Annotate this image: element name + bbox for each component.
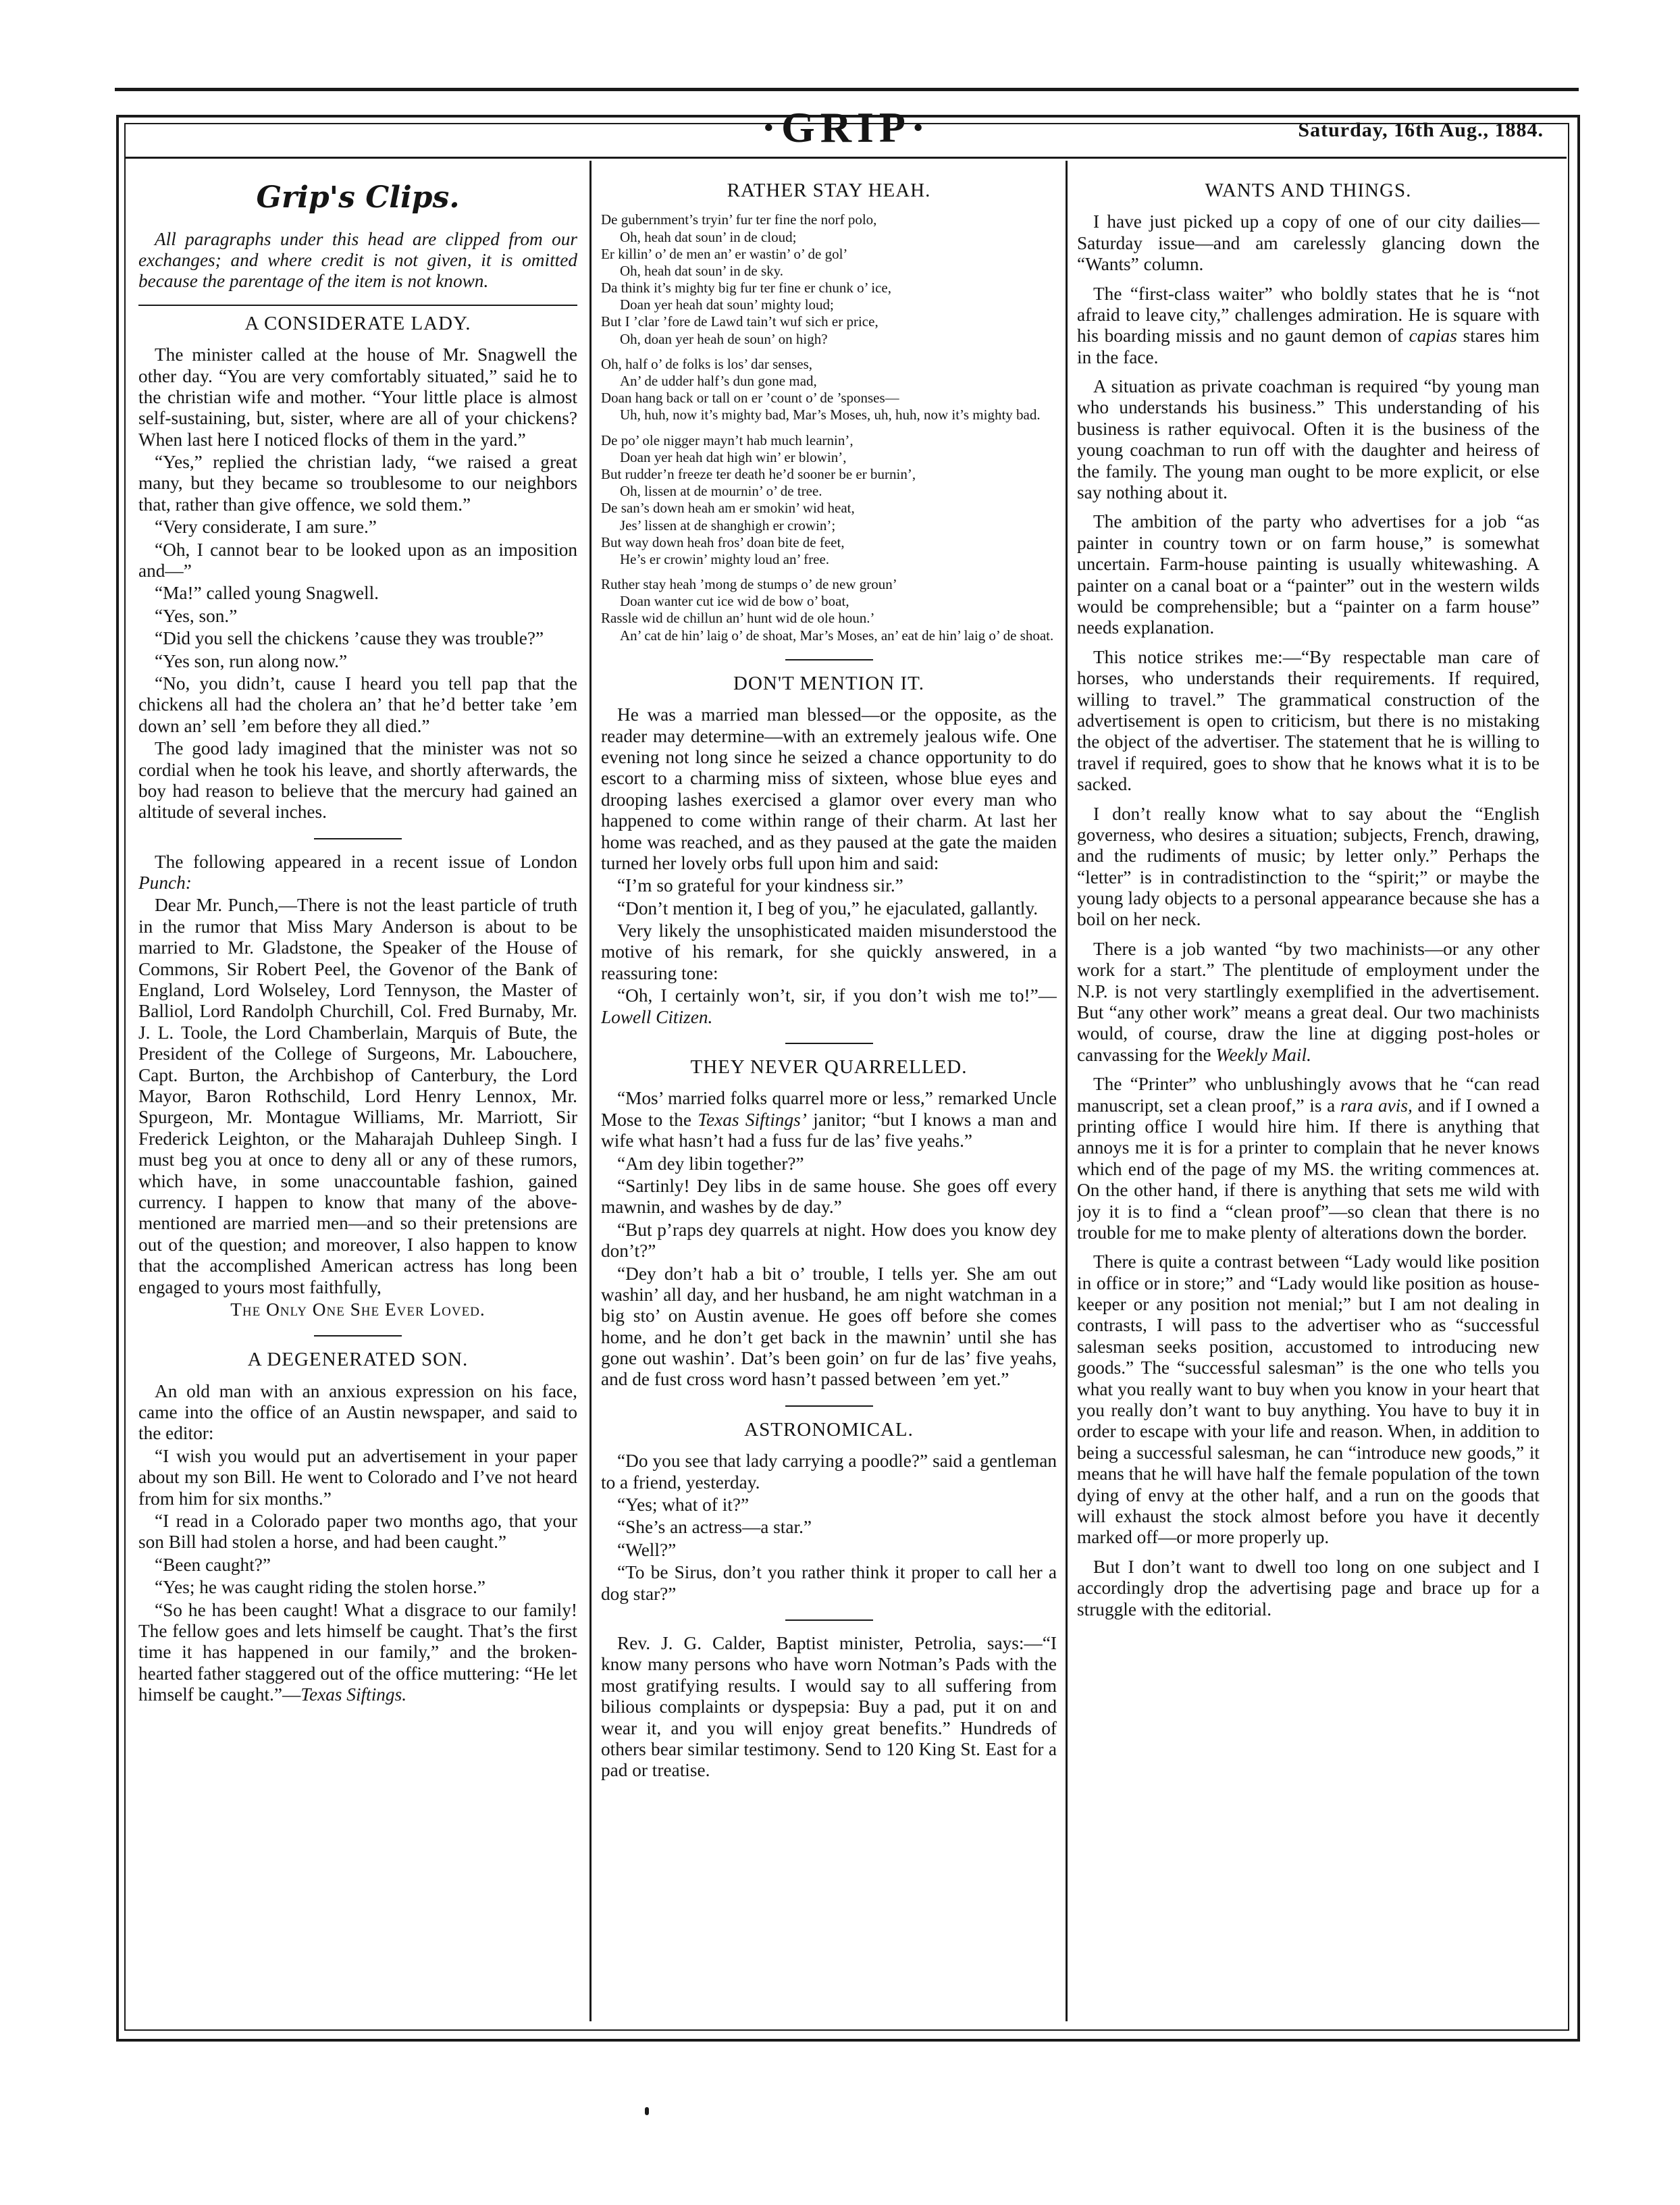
paragraph-text: stares him in the face. <box>1077 326 1540 367</box>
intro-text: The following appeared in a recent issue of London <box>155 851 577 872</box>
paragraph-text: and if I owned a printing office I would hire him. If there is anything that annoys me it is for a printer to complain that he never knows which end of the page of my MS. the writing commences at. On the other hand, if there is anything that sets me wild with joy it is to find a “clean proof”—so clean that there is no trouble for me to make plenty of alterations down the border. <box>1077 1095 1540 1243</box>
signature: The Only One She Ever Loved. <box>230 1299 485 1320</box>
poem-line: Jes’ lissen at de shanghigh er crowin’; <box>620 517 836 534</box>
article-title-wants-and-things: WANTS AND THINGS. <box>1205 180 1412 201</box>
publication-name: Texas Siftings’ <box>698 1109 807 1130</box>
article-punch-letter <box>138 852 577 1321</box>
paragraph: “Yes; he was caught riding the stolen horse.” <box>155 1577 485 1598</box>
poem-line: Uh, huh, now it’s mighty bad, Mar’s Moses, uh, huh, now it’s mighty bad. <box>620 407 1041 423</box>
paragraph: A situation as private coachman is required “by young man who understands his business.” This understanding of his business is rather equivocal. Often it is the business of the young coachman to run off with the daughter and heiress of the family. The young man ought to be more explicit, or else say nothing about it. <box>1077 376 1540 503</box>
poem-stanza <box>601 356 1057 424</box>
paragraph: “To be Sirus, don’t you rather think it proper to call her a dog star?” <box>601 1562 1057 1604</box>
paragraph-text: There is a job wanted “by two machinists—or any other work for a start.” The plentitude of employment under the N.P. is not very startlingly exemplified in the advertisement. But “any other work” means a great deal. Our two machinists would, of course, draw the line at digging post-holes or canvassing for the <box>1077 938 1540 1065</box>
poem-stanza <box>601 576 1057 644</box>
paragraph <box>1077 1074 1540 1243</box>
paragraph: “Did you sell the chickens ’cause they was trouble?” <box>155 628 544 649</box>
section-rule <box>785 1619 873 1621</box>
paragraph: “Sartinly! Dey libs in de same house. She goes off every mawnin, and washes by de day.” <box>601 1175 1057 1218</box>
section-rule <box>314 1335 402 1337</box>
poem-line: Rassle wid de chillun an’ hunt wid de ole houn.’ <box>601 610 875 627</box>
paragraph: Dear Mr. Punch,—There is not the least particle of truth in the rumor that Miss Mary Anderson is about to be married to Mr. Gladstone, the Speaker of the House of Commons, Sir Robert Peel, the Govenor of the Bank of England, Lord Wolseley, Lord Tennyson, the Master of Balliol, Lord Randolph Churchill, Col. Fred Burnaby, Mr. J. L. Toole, the Lord Chamberlain, Marquis of Bute, the President of the College of Surgeons, Mr. Labouchere, Capt. Burton, the Archbishop of Canterbury, the Lord Mayor, Baron Rothschild, Lord Henry Lennox, Mr. Spurgeon, Mr. Montague Williams, Mr. Marriott, Sir Frederick Leighton, or the Maharajah Duhleep Singh. I must beg you at once to deny all or any of these rumors, which have, in some unaccountable fashion, gained currency. I happen to know that many of the above-mentioned are married men—and so their pretensions are out of the question; and moreover, I also happen to know that the accomplished American actress has long been engaged to yours most faithfully, <box>138 895 577 1297</box>
article-title-dont-mention-it: DON'T MENTION IT. <box>733 672 924 694</box>
advertisement-calder: Rev. J. G. Calder, Baptist minister, Petrolia, says:—“I know many persons who have worn Notman’s Pads with the most gratifying results. I would say to all suffering from bilious complaints or dyspepsia: Buy a pad, put it on and wear it, and you will enjoy great benefits.” Hundreds of others bear similar testimony. Send to 120 King St. East for a pad or treatise. <box>601 1632 1057 1781</box>
poem-line: Ruther stay heah ’mong de stumps o’ de new groun’ <box>601 576 897 593</box>
masthead-rule <box>126 157 1567 159</box>
paragraph: The ambition of the party who advertises for a job “as painter in country town or on farm house,” is somewhat uncertain. Farm-house painting is usually whitewashing. A painter on a canal boat or a “painter” out in the western wilds would be comprehensible; but a “painter on a farm house” needs explanation. <box>1077 511 1540 638</box>
section-rule <box>785 1043 873 1044</box>
article-title-considerate-lady: A CONSIDERATE LADY. <box>244 312 471 334</box>
print-mark <box>645 2107 649 2115</box>
paragraph: “Don’t mention it, I beg of you,” he ejaculated, gallantly. <box>617 898 1039 918</box>
poem-line: Doan yer heah dat soun’ mighty loud; <box>620 296 834 313</box>
article-never-quarrelled <box>601 1088 1057 1390</box>
paragraph <box>1077 284 1540 369</box>
section-rule <box>138 305 577 306</box>
poem-line: Da think it’s mighty big fur ter fine er chunk o’ ice, <box>601 280 891 296</box>
paragraph: “Very considerate, I am sure.” <box>155 517 377 538</box>
paragraph: “Well?” <box>617 1539 677 1560</box>
poem-line: Er killin’ o’ de men an’ er wastin’ o’ de gol’ <box>601 245 848 262</box>
paragraph: The good lady imagined that the minister was not so cordial when he took his leave, and shortly afterwards, the boy had reason to believe that the mercury had gained an altitude of several inches. <box>138 738 577 823</box>
paragraph: “I wish you would put an advertisement in your paper about my son Bill. He went to Colorado and I’ve not heard from him for six months.” <box>138 1445 577 1509</box>
paragraph: Very likely the unsophisticated maiden misunderstood the motive of his remark, for she quickly answered, in a reassuring tone: <box>601 920 1057 983</box>
paragraph: “I read in a Colorado paper two months ago, that your son Bill had stolen a horse, and had been caught.” <box>138 1510 577 1553</box>
masthead-title: ·GRIP· <box>761 103 931 151</box>
column-3 <box>1077 169 1540 2023</box>
paragraph: “Am dey libin together?” <box>617 1153 804 1174</box>
article-title-never-quarrelled: THEY NEVER QUARRELLED. <box>690 1056 968 1079</box>
article-title-astronomical: ASTRONOMICAL. <box>744 1418 914 1441</box>
paragraph-text: The “first-class waiter” who boldly states that he is “not afraid to leave city,” challenges admiration. He is square with his boarding missis and no gaunt demon of <box>1077 283 1540 346</box>
poem-line: Oh, doan yer heah de soun’ on high? <box>620 330 828 347</box>
paragraph-text: “Oh, I certainly won’t, sir, if you don’t wish me to!”— <box>617 985 1057 1006</box>
publication-name: Punch: <box>138 873 192 893</box>
paragraph: I don’t really know what to say about the “English governess, who desires a situation; subjects, French, drawing, and the rudiments of music; by letter only.” Perhaps the “letter” is in contradistinction to the “spirit;” or maybe the young lady objects to a personal appearance because she has a boil on her neck. <box>1077 803 1540 930</box>
poem-line: Oh, heah dat soun’ in de sky. <box>620 262 784 279</box>
paragraph: An old man with an anxious expression on his face, came into the office of an Austin newspaper, and said to the editor: <box>138 1380 577 1444</box>
article-degenerated-son <box>138 1381 577 1706</box>
poem-line: But rudder’n freeze ter death he’d sooner be er burnin’, <box>601 465 916 482</box>
paragraph: He was a married man blessed—or the opposite, as the reader may determine—with an extremely jealous wife. One evening not long since he seized a chance opportunity to do escort to a charming miss of sixteen, whose blue eyes and drooping lashes exercised a glamor over every man who happened to come within range of their charm. At last her home was reached, and as they paused at the gate the maiden turned her lovely orbs full upon him and said: <box>601 704 1057 873</box>
poem-line: But I ’clar ’fore de Lawd tain’t wuf sich er price, <box>601 313 878 330</box>
poem-line: Doan hang back or tall on er ’count o’ de ’sponses— <box>601 390 899 407</box>
clips-heading: Grip's Clips. <box>256 180 460 215</box>
paragraph: “Yes, son.” <box>155 605 238 626</box>
paragraph-text: janitor; “but I knows a man and wife what hasn’t had a fuss fur de las’ five yeahs.” <box>601 1109 1057 1151</box>
paragraph <box>138 1600 577 1706</box>
paragraph-text: “So he has been caught! What a disgrace to our family! The fellow goes and lets himself be caught. That’s the first time it has happened in our family,” and the broken-hearted father staggered out of the office muttering: “He let himself be caught.”— <box>138 1599 577 1705</box>
poem-line: De san’s down heah am er smokin’ wid heat, <box>601 500 855 517</box>
poem-line: De po’ ole nigger mayn’t hab much learnin’, <box>601 432 854 448</box>
italic-term: capias <box>1409 326 1457 346</box>
poem-rather-stay-heah <box>601 211 1057 644</box>
poem-line: De gubernment’s tryin’ fur ter fine the norf polo, <box>601 211 877 228</box>
paragraph: “Yes,” replied the christian lady, “we raised a great many, but they became so troublesome to our neighbors that, rather than give offence, we sold them.” <box>138 452 577 515</box>
poem-stanza <box>601 211 1057 348</box>
poem-line: But way down heah fros’ doan bite de feet, <box>601 534 845 550</box>
article-wants-and-things <box>1077 211 1540 1620</box>
publication-name: Weekly Mail. <box>1215 1044 1311 1065</box>
poem-line: Doan yer heah dat high win’ er blowin’, <box>620 448 847 465</box>
paragraph: But I don’t want to dwell too long on one subject and I accordingly drop the advertising page and brace up for a struggle with the editorial. <box>1077 1556 1540 1619</box>
top-rule <box>115 88 1579 91</box>
poem-line: Oh, heah dat soun’ in de cloud; <box>620 228 797 245</box>
paragraph: “But p’raps dey quarrels at night. How does you know dey don’t?” <box>601 1219 1057 1262</box>
paragraph: The minister called at the house of Mr. Snagwell the other day. “You are very comfortably situated,” said he to the christian wife and mother. “Your little place is almost self-sustaining, but, sister, where are all of your chickens? When last here I noticed flocks of them in the yard.” <box>138 344 577 450</box>
poem-line: He’s er crowin’ mighty loud an’ free. <box>620 550 830 567</box>
clips-note: All paragraphs under this head are clipped from our exchanges; and where credit is not given, it is omitted because the parentage of the item is not known. <box>138 228 577 292</box>
article-title-degenerated-son: A DEGENERATED SON. <box>247 1349 469 1371</box>
poem-line: Doan wanter cut ice wid de bow o’ boat, <box>620 593 849 610</box>
masthead <box>128 101 1564 157</box>
article-dont-mention-it <box>601 704 1057 1028</box>
article-considerate-lady <box>138 344 577 823</box>
paragraph: “I’m so grateful for your kindness sir.” <box>617 875 903 896</box>
column-divider-2 <box>1066 161 1068 2021</box>
poem-line: An’ cat de hin’ laig o’ de shoat, Mar’s Moses, an’ eat de hin’ laig o’ de shoat. <box>620 627 1054 644</box>
poem-line: Oh, half o’ de folks is los’ dar senses, <box>601 355 812 372</box>
paragraph <box>1077 939 1540 1066</box>
paragraph: There is quite a contrast between “Lady would like position in office or in store;” and “Lady would like position as house-keeper or any position not menial;” but I am not dealing in contrasts, I will pass to the advertiser who as “successful salesman seeks position, accustomed to introducing new goods.” The “successful salesman” is the one who tells you what you really want to buy when you know in your heart that you really don’t want to buy anything. You have to buy it in order to escape with your life and reason. When, in addition to being a successful salesman, he can “introduce new goods,” it means that he will have half the female population of the town dying of envy at the other half, and a run on the goods that will exhaust the stock almost before you have it decently marked off—or more properly up. <box>1077 1251 1540 1548</box>
paragraph: “Oh, I cannot bear to be looked upon as an imposition and—” <box>138 539 577 581</box>
source-credit: Texas Siftings. <box>300 1684 407 1705</box>
article-title-rather-stay-heah: RATHER STAY HEAH. <box>727 180 931 201</box>
section-rule <box>314 838 402 839</box>
paragraph: “Dey don’t hab a bit o’ trouble, I tells yer. She am out washin’ all day, and her husband, he am night watchman in a big sto’ on Austin avenue. He goes off before she comes home, and he don’t get back in the mawnin’ until she has gone out washin’. Dat’s been goin’ on fur de las’ five yeahs, and de fust cross word hasn’t passed between ’em yet.” <box>601 1263 1057 1390</box>
column-divider-1 <box>589 161 592 2021</box>
column-2 <box>601 169 1057 2023</box>
paragraph <box>601 985 1057 1028</box>
issue-date: Saturday, 16th Aug., 1884. <box>1298 119 1544 141</box>
paragraph: I have just picked up a copy of one of our city dailies—Saturday issue—and am carelessly glancing down the “Wants” column. <box>1077 211 1540 275</box>
paragraph <box>601 1088 1057 1151</box>
paragraph: “Yes son, run along now.” <box>155 650 348 671</box>
paragraph: “Yes; what of it?” <box>617 1494 750 1515</box>
paragraph: This notice strikes me:—“By respectable man care of horses, who understands their requirements. If required, willing to travel.” The grammatical construction of the advertisement is open to criticism, but there is no mistaking the object of the advertiser. The statement that he is willing to travel if required, goes to show that he knows what it is to be sacked. <box>1077 646 1540 795</box>
paragraph-text: The “Printer” who unblushingly avows that he “can read manuscript, set a clean proof,” is a <box>1077 1074 1540 1116</box>
paragraph-text: “Mos’ married folks quarrel more or less,” remarked Uncle Mose to the <box>601 1088 1057 1130</box>
article-astronomical <box>601 1451 1057 1605</box>
paragraph: “Been caught?” <box>155 1554 271 1575</box>
paragraph: “No, you didn’t, cause I heard you tell pap that the chickens all had the cholera an’ that he’d better take ’em down an’ sell ’em before they all died.” <box>138 673 577 736</box>
source-credit: Lowell Citizen. <box>601 1006 713 1027</box>
poem-stanza <box>601 432 1057 569</box>
poem-line: Oh, lissen at de mournin’ o’ de tree. <box>620 483 822 500</box>
paragraph: “Do you see that lady carrying a poodle?” said a gentleman to a friend, yesterday. <box>601 1451 1057 1493</box>
paragraph: “She’s an actress—a star.” <box>617 1517 812 1538</box>
poem-line: An’ de udder half’s dun gone mad, <box>620 373 817 390</box>
section-rule <box>785 659 873 660</box>
paragraph: “Ma!” called young Snagwell. <box>155 583 379 604</box>
section-rule <box>785 1405 873 1407</box>
italic-term: rara avis, <box>1340 1095 1413 1116</box>
column-1 <box>138 169 577 2023</box>
paragraph <box>138 852 577 894</box>
